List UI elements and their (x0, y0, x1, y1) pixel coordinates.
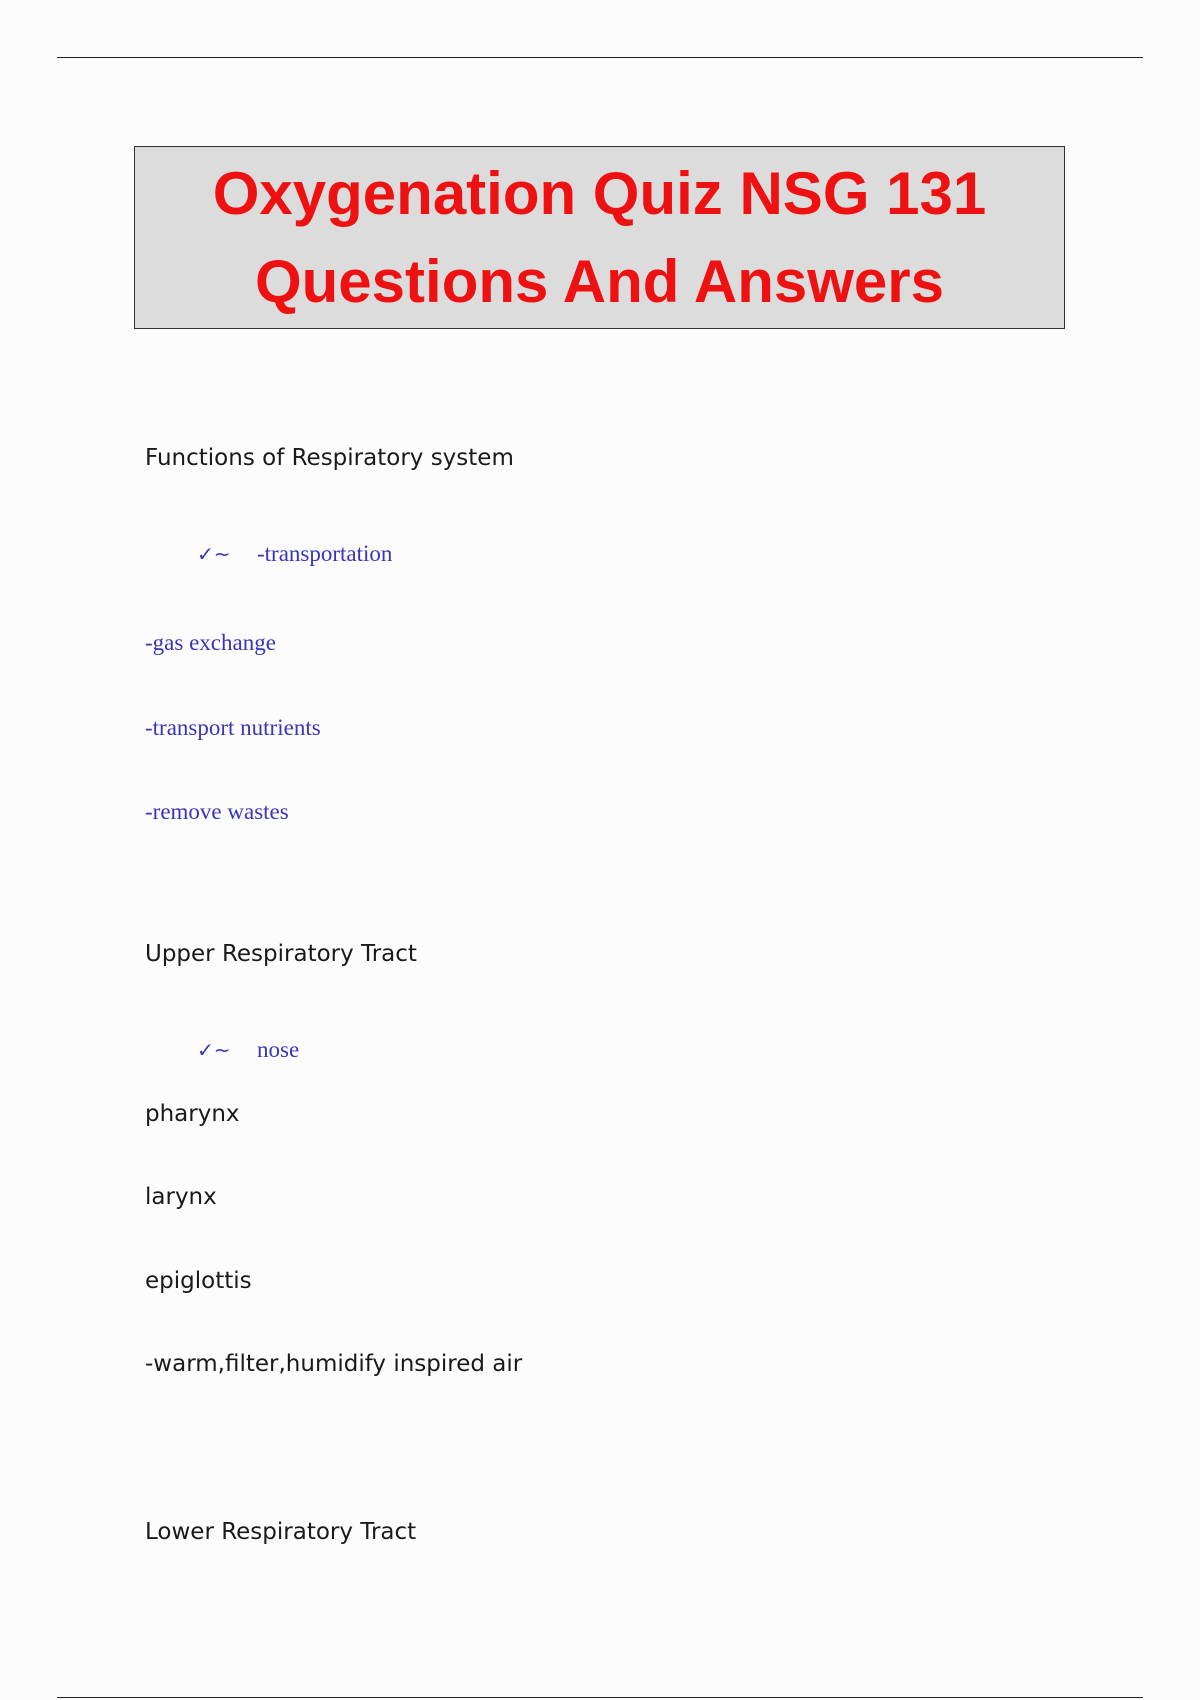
answer-item (197, 541, 392, 567)
document-title-line-1: Oxygenation Quiz NSG 131 (212, 159, 987, 227)
check-icon: ✓~ (197, 1038, 231, 1062)
answer-continuation: pharynx (145, 1101, 240, 1127)
question-upper-respiratory-tract: Upper Respiratory Tract (145, 941, 417, 967)
answer-item: -transport nutrients (145, 715, 321, 740)
answer-text: -transportation (257, 541, 393, 566)
document-title-line-2: Questions And Answers (254, 247, 944, 315)
answer-continuation: epiglottis (145, 1268, 252, 1294)
top-rule (57, 57, 1143, 58)
question-lower-respiratory-tract: Lower Respiratory Tract (145, 1519, 417, 1545)
answer-continuation: -warm,filter,humidify inspired air (145, 1351, 523, 1377)
check-icon: ✓~ (197, 542, 231, 566)
question-functions-of-respiratory-system: Functions of Respiratory system (145, 445, 514, 471)
answer-item (197, 1037, 299, 1063)
answer-item: -gas exchange (145, 630, 276, 655)
answer-continuation: larynx (145, 1184, 217, 1210)
answer-text: nose (257, 1037, 300, 1062)
bottom-rule (57, 1697, 1143, 1698)
title-box (134, 146, 1065, 329)
answer-item: -remove wastes (145, 799, 289, 824)
